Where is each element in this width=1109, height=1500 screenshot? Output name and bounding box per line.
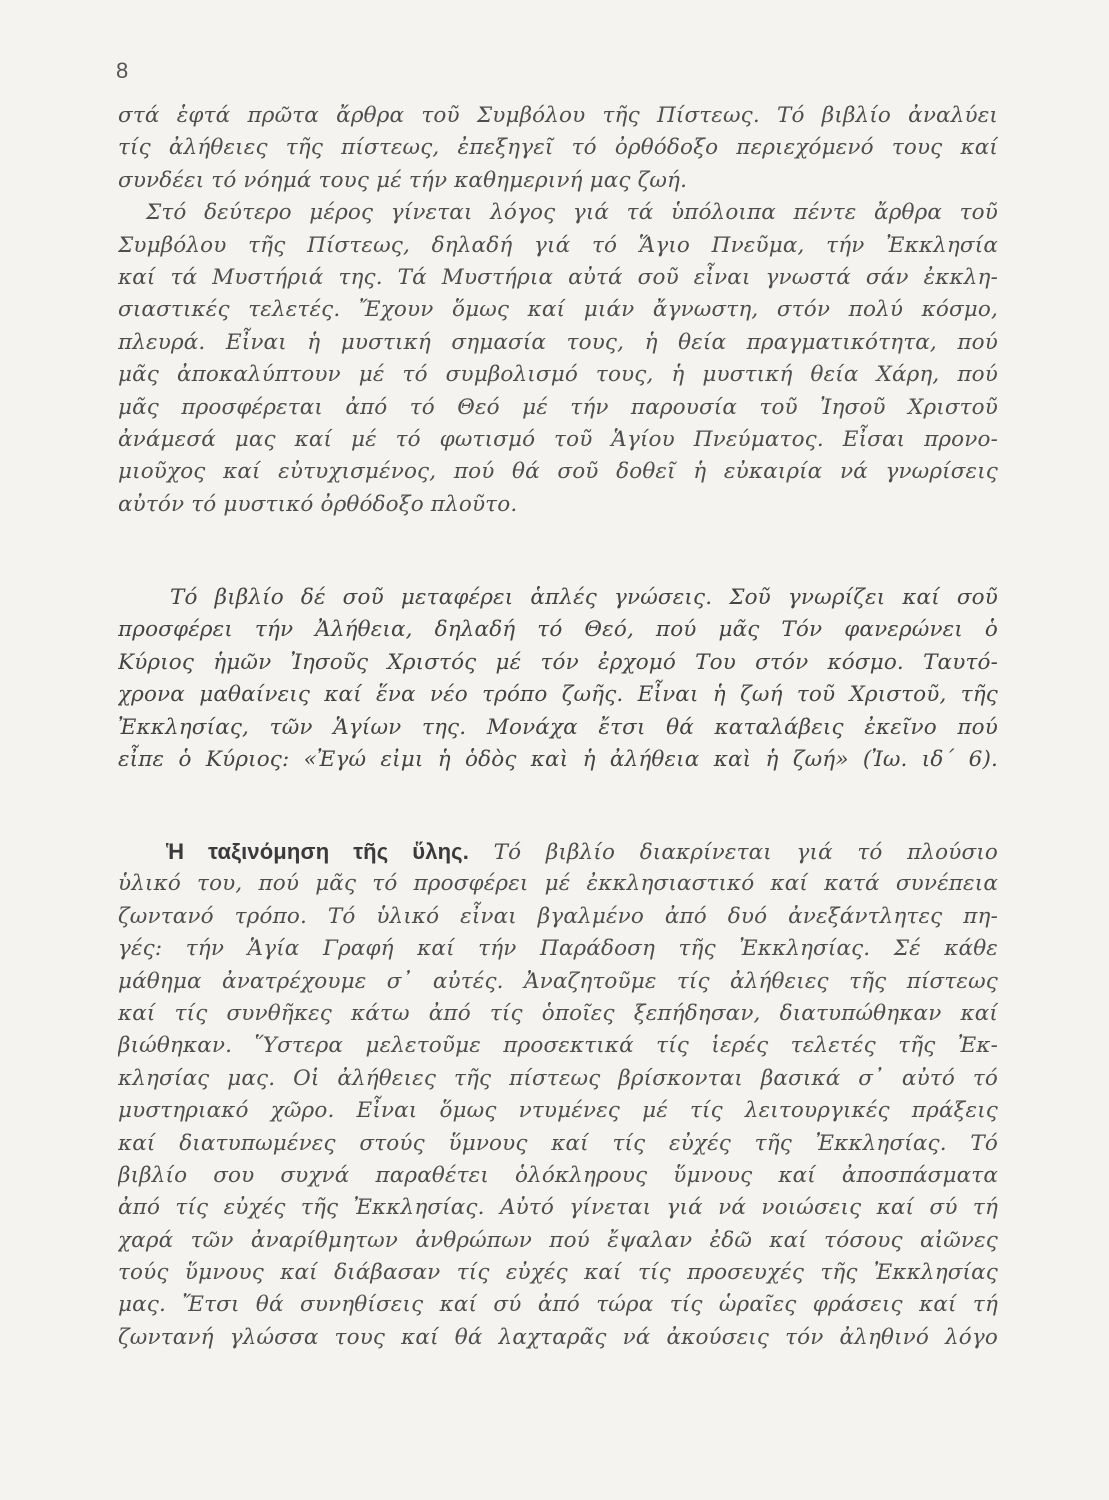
text-line: Συμβόλου τῆς Πίστεως, δηλαδή γιά τό Ἅγιο Πνεῦμα, τήν Ἐκκλησία [118,232,998,258]
text-line: Κύριος ἡμῶν Ἰησοῦς Χριστός μέ τόν ἐρχομό Του στόν κόσμο. Ταυτό- [118,649,998,675]
paragraph-classification [118,836,998,1354]
text-line: μάθημα ἀνατρέχουμε σ᾽ αὐτές. Ἀναζητοῦμε τίς ἀλήθειες τῆς πίστεως [118,968,998,994]
text-line: ζωντανή γλώσσα τους καί θά λαχταρᾶς νά ἀκούσεις τόν ἀληθινό λόγο [118,1324,998,1350]
text-line: βιβλίο σου συχνά παραθέτει ὁλόκληρους ὕμνους καί ἀποσπάσματα [118,1162,998,1188]
text-line: συνδέει τό νόημά τους μέ τήν καθημερινή μας ζωή. [118,167,688,193]
text-line: χαρά τῶν ἀναρίθμητων ἀνθρώπων πού ἔψαλαν ἐδῶ καί τόσους αἰῶνες [118,1227,998,1253]
text-line: τίς ἀλήθειες τῆς πίστεως, ἐπεξηγεῖ τό ὀρθόδοξο περιεχόμενό τους καί [118,135,998,161]
text-line: μυστηριακό χῶρο. Εἶναι ὅμως ντυμένες μέ τίς λειτουργικές πράξεις [118,1098,998,1124]
text-line: αὐτόν τό μυστικό ὀρθόδοξο πλοῦτο. [118,491,518,517]
heading-line-rest: Τό βιβλίο διακρίνεται γιά τό πλούσιο [493,840,998,865]
text-line: ἀνάμεσά μας καί μέ τό φωτισμό τοῦ Ἁγίου Πνεύματος. Εἶσαι προνο- [118,426,998,452]
section-heading: Ἡ ταξινόμηση τῆς ὕλης. [166,839,470,864]
text-line: καί τά Μυστήριά της. Τά Μυστήρια αὐτά σοῦ εἶναι γνωστά σάν ἐκκλη- [118,264,998,290]
paragraph-knowledge [118,582,998,776]
text-line: βιώθηκαν. Ὕστερα μελετοῦμε προσεκτικά τίς ἱερές τελετές τῆς Ἐκ- [118,1033,998,1059]
text-line: Στό δεύτερο μέρος γίνεται λόγος γιά τά ὑπόλοιπα πέντε ἄρθρα τοῦ [146,200,998,226]
text-line: μας. Ἔτσι θά συνηθίσεις καί σύ ἀπό τώρα τίς ὡραῖες φράσεις καί τή [118,1292,998,1318]
text-line: μιοῦχος καί εὐτυχισμένος, πού θά σοῦ δοθεῖ ἡ εὐκαιρία νά γνωρίσεις [118,459,998,485]
text-line: ἀπό τίς εὐχές τῆς Ἐκκλησίας. Αὐτό γίνεται γιά νά νοιώσεις καί σύ τή [118,1195,998,1221]
text-line: Ἐκκλησίας, τῶν Ἁγίων της. Μονάχα ἔτσι θά καταλάβεις ἐκεῖνο πού [118,714,998,740]
text-line: Τό βιβλίο δέ σοῦ μεταφέρει ἁπλές γνώσεις. Σοῦ γνωρίζει καί σοῦ [170,585,998,610]
text-line: στά ἑφτά πρῶτα ἄρθρα τοῦ Συμβόλου τῆς Πίστεως. Τό βιβλίο ἀναλύει [118,103,998,128]
text-line: τούς ὕμνους καί διάβασαν τίς εὐχές καί τίς προσευχές τῆς Ἐκκλησίας [118,1260,998,1286]
text-line: ζωντανό τρόπο. Τό ὑλικό εἶναι βγαλμένο ἀπό δυό ἀνεξάντλητες πη- [118,903,998,929]
text-line: χρονα μαθαίνεις καί ἕνα νέο τρόπο ζωῆς. Εἶναι ἡ ζωή τοῦ Χριστοῦ, τῆς [118,682,998,708]
text-line: σιαστικές τελετές. Ἔχουν ὅμως καί μιάν ἄγνωστη, στόν πολύ κόσμο, [118,297,998,323]
paragraph-intro [118,100,998,521]
text-line: εἶπε ὁ Κύριος: «Ἐγώ εἰμι ἡ ὁδὸς καὶ ἡ ἀλήθεια καὶ ἡ ζωή» (Ἰω. ιδ΄ 6). [118,746,998,772]
text-line: πλευρά. Εἶναι ἡ μυστική σημασία τους, ἡ θεία πραγματικότητα, πού [118,329,998,355]
page-number: 8 [116,58,129,83]
text-line: μᾶς ἀποκαλύπτουν μέ τό συμβολισμό τους, ἡ μυστική θεία Χάρη, πού [118,362,998,388]
text-line: καί τίς συνθῆκες κάτω ἀπό τίς ὁποῖες ξεπήδησαν, διατυπώθηκαν καί [118,1000,998,1026]
text-line: προσφέρει τήν Ἀλήθεια, δηλαδή τό Θεό, πού μᾶς Τόν φανερώνει ὁ [118,617,998,643]
text-line: καί διατυπωμένες στούς ὕμνους καί τίς εὐχές τῆς Ἐκκλησίας. Τό [118,1130,998,1156]
text-line-with-heading [118,836,998,868]
text-line: κλησίας μας. Οἱ ἀλήθειες τῆς πίστεως βρίσκονται βασικά σ᾽ αὐτό τό [118,1065,998,1091]
text-line: ὑλικό του, πού μᾶς τό προσφέρει μέ ἐκκλησιαστικό καί κατά συνέπεια [118,871,998,897]
text-line: γές: τήν Ἁγία Γραφή καί τήν Παράδοση τῆς Ἐκκλησίας. Σέ κάθε [118,936,998,962]
text-line: μᾶς προσφέρεται ἀπό τό Θεό μέ τήν παρουσία τοῦ Ἰησοῦ Χριστοῦ [118,394,998,420]
